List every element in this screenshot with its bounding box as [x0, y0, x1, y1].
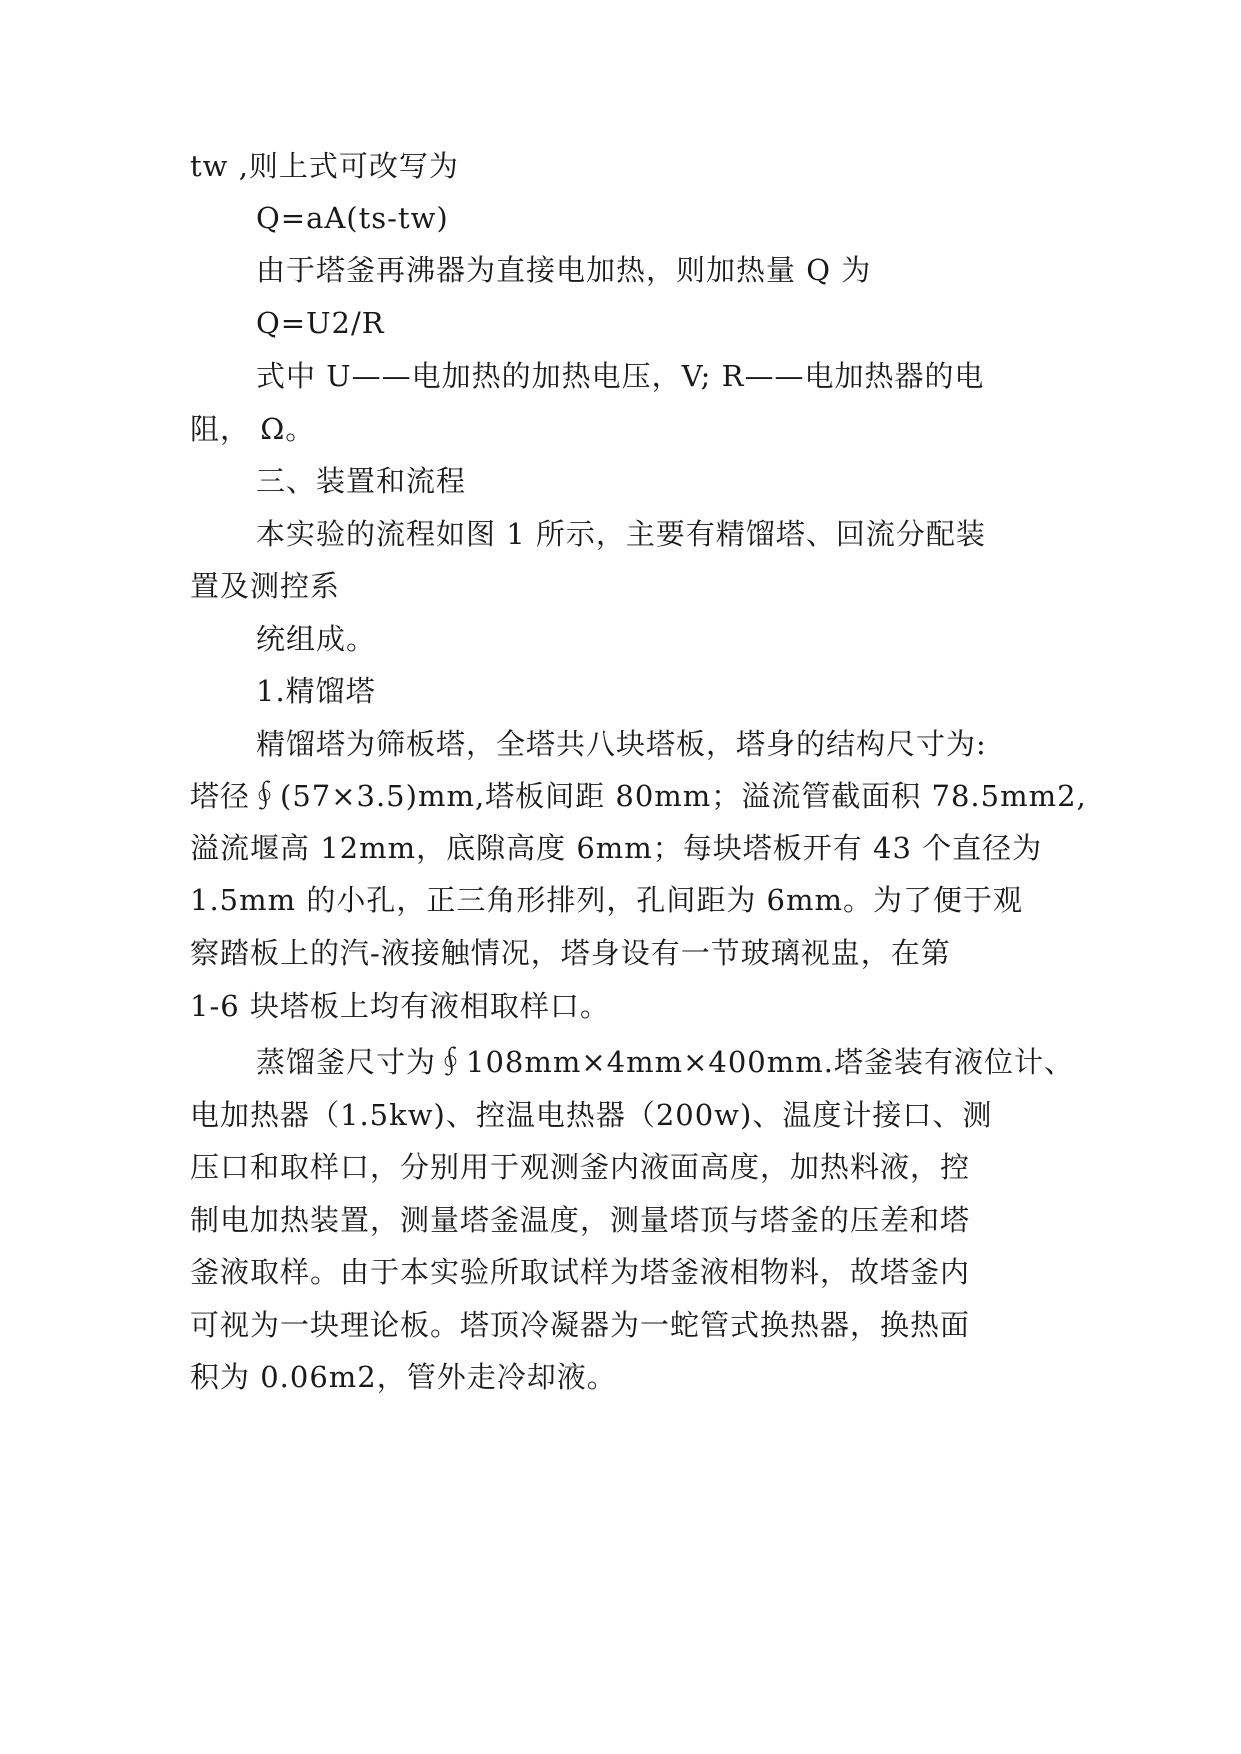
text-line-21: 制电加热装置，测量塔釜温度，测量塔顶与塔釜的压差和塔: [190, 1203, 971, 1237]
text-line-13: 塔径∮(57×3.5)mm,塔板间距 80mm；溢流管截面积 78.5mm2,: [190, 779, 1087, 813]
section-heading-apparatus: 三、装置和流程: [256, 464, 467, 498]
text-line-3: 由于塔釜再沸器为直接电加热，则加热量 Q 为: [256, 253, 872, 287]
text-line-15: 1.5mm 的小孔，正三角形排列，孔间距为 6mm。为了便于观: [190, 883, 1024, 917]
text-line-5: 式中 U——电加热的加热电压，V; R——电加热器的电: [256, 359, 985, 393]
text-line-10: 统组成。: [256, 622, 377, 656]
text-line-19: 电加热器（1.5kw)、控温电热器（200w)、温度计接口、测: [190, 1098, 993, 1132]
text-line-12: 精馏塔为筛板塔，全塔共八块塔板，塔身的结构尺寸为:: [256, 727, 987, 761]
text-line-23: 可视为一块理论板。塔顶冷凝器为一蛇管式换热器，换热面: [190, 1308, 971, 1342]
text-line-1: tw ,则上式可改写为: [190, 149, 459, 183]
formula-electric-heat: Q=U2/R: [256, 306, 385, 340]
text-line-22: 釜液取样。由于本实验所取试样为塔釜液相物料，故塔釜内: [190, 1255, 971, 1289]
text-line-6: 阻， Ω。: [190, 412, 316, 446]
text-line-14: 溢流堰高 12mm，底隙高度 6mm；每块塔板开有 43 个直径为: [190, 831, 1043, 865]
text-line-9: 置及测控系: [190, 569, 341, 603]
text-line-18: 蒸馏釜尺寸为∮108mm×4mm×400mm.塔釜装有液位计、: [256, 1045, 1074, 1079]
text-line-20: 压口和取样口，分别用于观测釜内液面高度，加热料液，控: [190, 1150, 971, 1184]
text-line-24: 积为 0.06m2，管外走冷却液。: [190, 1360, 617, 1394]
text-line-8: 本实验的流程如图 1 所示，主要有精馏塔、回流分配装: [256, 517, 986, 551]
text-line-17: 1-6 块塔板上均有液相取样口。: [190, 989, 610, 1023]
text-line-16: 察踏板上的汽-液接触情况，塔身设有一节玻璃视盅，在第: [190, 936, 951, 970]
formula-convective-heat: Q=aA(ts-tw): [256, 201, 449, 235]
subsection-heading-column: 1.精馏塔: [256, 674, 376, 708]
